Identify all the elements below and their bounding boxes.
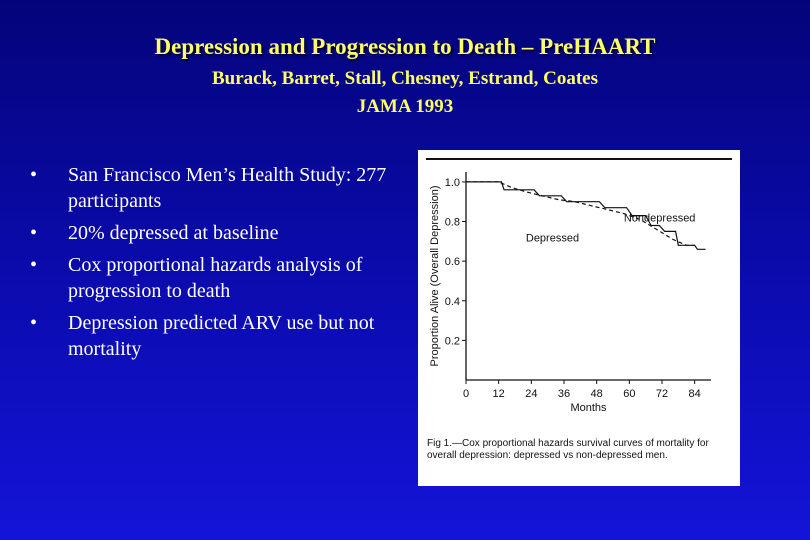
bullet-item bbox=[30, 162, 410, 214]
y-tick-label: 0.6 bbox=[444, 256, 460, 269]
series-annotation: Nondepressed bbox=[623, 212, 696, 225]
x-tick-label: 36 bbox=[557, 388, 571, 400]
survival-chart bbox=[418, 150, 740, 440]
bullet-text: 20% depressed at baseline bbox=[68, 222, 279, 244]
bullet-icon: • bbox=[30, 312, 38, 334]
y-tick-label: 0.2 bbox=[444, 335, 460, 348]
y-tick-label: 0.8 bbox=[444, 216, 460, 229]
x-tick-label: 84 bbox=[688, 388, 701, 400]
bullet-item bbox=[30, 220, 410, 246]
slide-authors: Burack, Barret, Stall, Chesney, Estrand, Coates bbox=[212, 68, 598, 89]
figure-caption: Fig 1.—Cox proportional hazards survival curves of mortality for overall depression: depressed vs non-depressed men. bbox=[427, 438, 709, 461]
x-tick-label: 60 bbox=[623, 388, 636, 400]
bullet-icon: • bbox=[30, 254, 38, 276]
y-tick-label: 0.4 bbox=[444, 295, 460, 308]
series-annotation: Depressed bbox=[525, 232, 580, 245]
y-axis-label: Proportion Alive (Overall Depression) bbox=[429, 185, 441, 367]
slide-citation: JAMA 1993 bbox=[356, 96, 454, 117]
bullet-text: Cox proportional hazards analysis of progression to death bbox=[68, 254, 363, 302]
slide-title: Depression and Progression to Death – PreHAART bbox=[154, 34, 656, 59]
bullet-icon: • bbox=[30, 164, 38, 186]
x-tick-label: 72 bbox=[655, 388, 669, 400]
y-tick-label: 1.0 bbox=[444, 176, 460, 189]
bullet-text: San Francisco Men’s Health Study: 277 participants bbox=[68, 164, 387, 212]
x-tick-label: 12 bbox=[492, 388, 505, 400]
bullet-icon: • bbox=[30, 222, 38, 244]
bullet-item bbox=[30, 252, 410, 304]
bullet-item bbox=[30, 310, 410, 362]
x-tick-label: 24 bbox=[525, 388, 538, 400]
bullet-text: Depression predicted ARV use but not mortality bbox=[68, 312, 375, 360]
survival-figure bbox=[418, 150, 740, 486]
bullet-list bbox=[30, 162, 410, 368]
x-axis-label: Months bbox=[570, 402, 607, 414]
x-tick-label: 0 bbox=[462, 388, 470, 400]
x-tick-label: 48 bbox=[590, 388, 603, 400]
